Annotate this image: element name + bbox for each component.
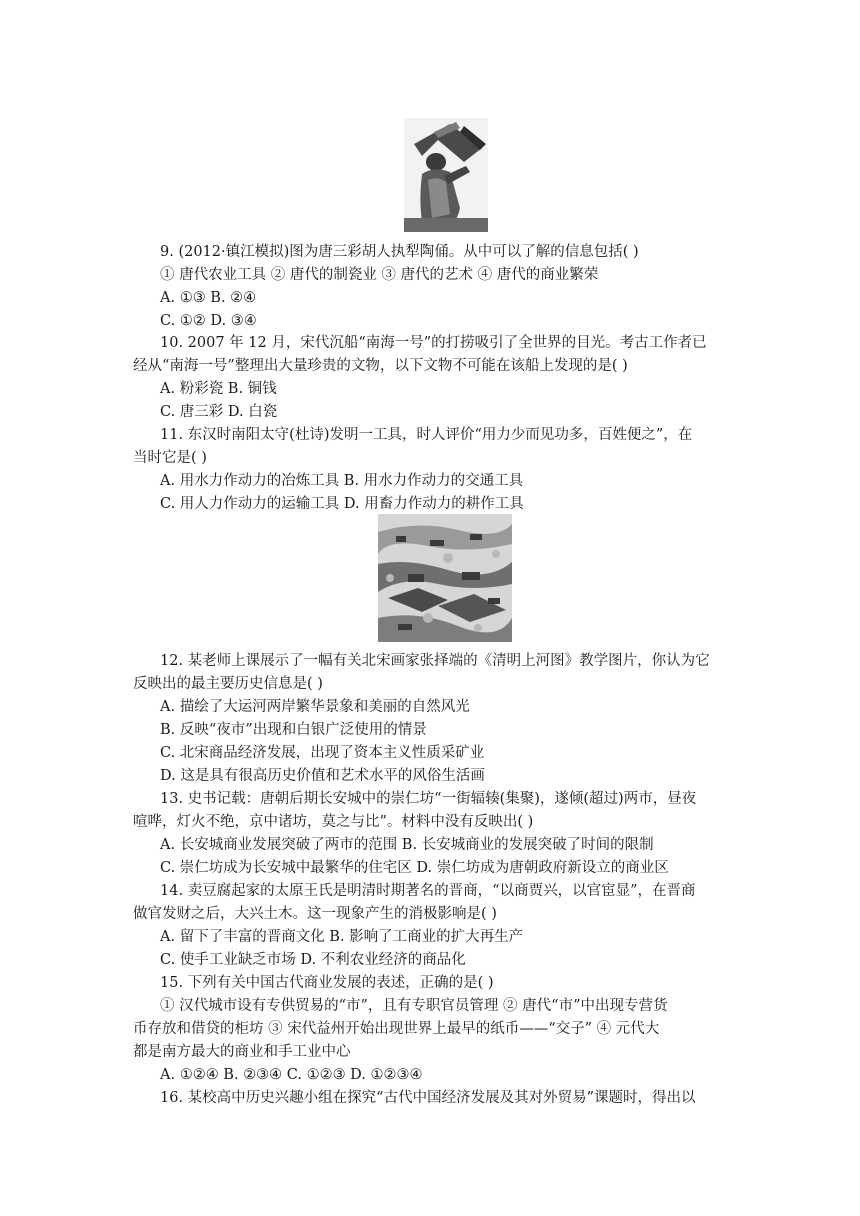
q15-options: A. ①②④ B. ②③④ C. ①②③ D. ①②③④ <box>160 1067 423 1083</box>
q12-option-c: C. 北宋商品经济发展，出现了资本主义性质采矿业 <box>160 745 485 761</box>
qingming-image <box>378 514 512 642</box>
figurine-image <box>404 118 488 232</box>
q10-options-ab: A. 粉彩瓷 B. 铜钱 <box>160 381 277 397</box>
q13-stem-line1: 13. 史书记载：唐朝后期长安城中的崇仁坊“一街辐辏(集聚)，遂倾(超过)两市，昼夜 <box>160 791 697 807</box>
q14-options-cd: C. 使手工业缺乏市场 D. 不利农业经济的商品化 <box>160 952 466 968</box>
q13-stem-line2: 喧哗，灯火不绝，京中诸坊，莫之与比”。材料中没有反映出( ) <box>133 814 534 830</box>
q14-stem-line1: 14. 卖豆腐起家的太原王氏是明清时期著名的晋商，“以商贾兴，以官宦显”，在晋商 <box>160 883 696 899</box>
q15-items-line2: 币存放和借贷的柜坊 ③ 宋代益州开始出现世界上最早的纸币——“交子” ④ 元代大 <box>133 1021 660 1037</box>
q11-options-cd: C. 用人力作动力的运输工具 D. 用畜力作动力的耕作工具 <box>160 496 524 512</box>
qingming-painting <box>378 514 512 642</box>
q9-items: ① 唐代农业工具 ② 唐代的制瓷业 ③ 唐代的艺术 ④ 唐代的商业繁荣 <box>160 267 599 283</box>
q11-stem-line1: 11. 东汉时南阳太守(杜诗)发明一工具，时人评价“用力少而见功多，百姓便之”，在 <box>160 427 693 443</box>
q15-items-line1: ① 汉代城市设有专供贸易的“市”，且有专职官员管理 ② 唐代“市”中出现专营货 <box>160 998 668 1014</box>
q13-options-ab: A. 长安城商业发展突破了两市的范围 B. 长安城商业的发展突破了时间的限制 <box>160 837 654 853</box>
q9-stem: 9. (2012·镇江模拟)图为唐三彩胡人执犁陶俑。从中可以了解的信息包括( ) <box>160 244 639 260</box>
q10-stem-line2: 经从“南海一号”整理出大量珍贵的文物，以下文物不可能在该船上发现的是( ) <box>133 358 628 374</box>
q12-stem-line1: 12. 某老师上课展示了一幅有关北宋画家张择端的《清明上河图》教学图片，你认为它 <box>160 653 710 669</box>
q12-option-d: D. 这是具有很高历史价值和艺术水平的风俗生活画 <box>160 768 485 784</box>
q12-option-b: B. 反映“夜市”出现和白银广泛使用的情景 <box>160 722 427 738</box>
q11-options-ab: A. 用水力作动力的冶炼工具 B. 用水力作动力的交通工具 <box>160 473 524 489</box>
q12-option-a: A. 描绘了大运河两岸繁华景象和美丽的自然风光 <box>160 699 470 715</box>
q14-options-ab: A. 留下了丰富的晋商文化 B. 影响了工商业的扩大再生产 <box>160 929 524 945</box>
q13-options-cd: C. 崇仁坊成为长安城中最繁华的住宅区 D. 崇仁坊成为唐朝政府新设立的商业区 <box>160 860 669 876</box>
figurine-photo <box>404 118 488 232</box>
q10-stem-line1: 10. 2007 年 12 月，宋代沉船“南海一号”的打捞吸引了全世界的目光。考古工作者已 <box>160 335 707 351</box>
q10-options-cd: C. 唐三彩 D. 白瓷 <box>160 404 278 420</box>
q9-options-ab: A. ①③ B. ②④ <box>160 290 257 306</box>
q15-items-line3: 都是南方最大的商业和手工业中心 <box>133 1044 351 1060</box>
q15-stem: 15. 下列有关中国古代商业发展的表述，正确的是( ) <box>160 975 494 991</box>
q16-stem-line1: 16. 某校高中历史兴趣小组在探究“古代中国经济发展及其对外贸易”课题时，得出以 <box>160 1090 696 1106</box>
q11-stem-line2: 当时它是( ) <box>133 450 207 466</box>
q9-options-cd: C. ①② D. ③④ <box>160 313 257 329</box>
q12-stem-line2: 反映出的最主要历史信息是( ) <box>133 676 323 692</box>
q14-stem-line2: 做官发财之后，大兴土木。这一现象产生的消极影响是( ) <box>133 906 497 922</box>
